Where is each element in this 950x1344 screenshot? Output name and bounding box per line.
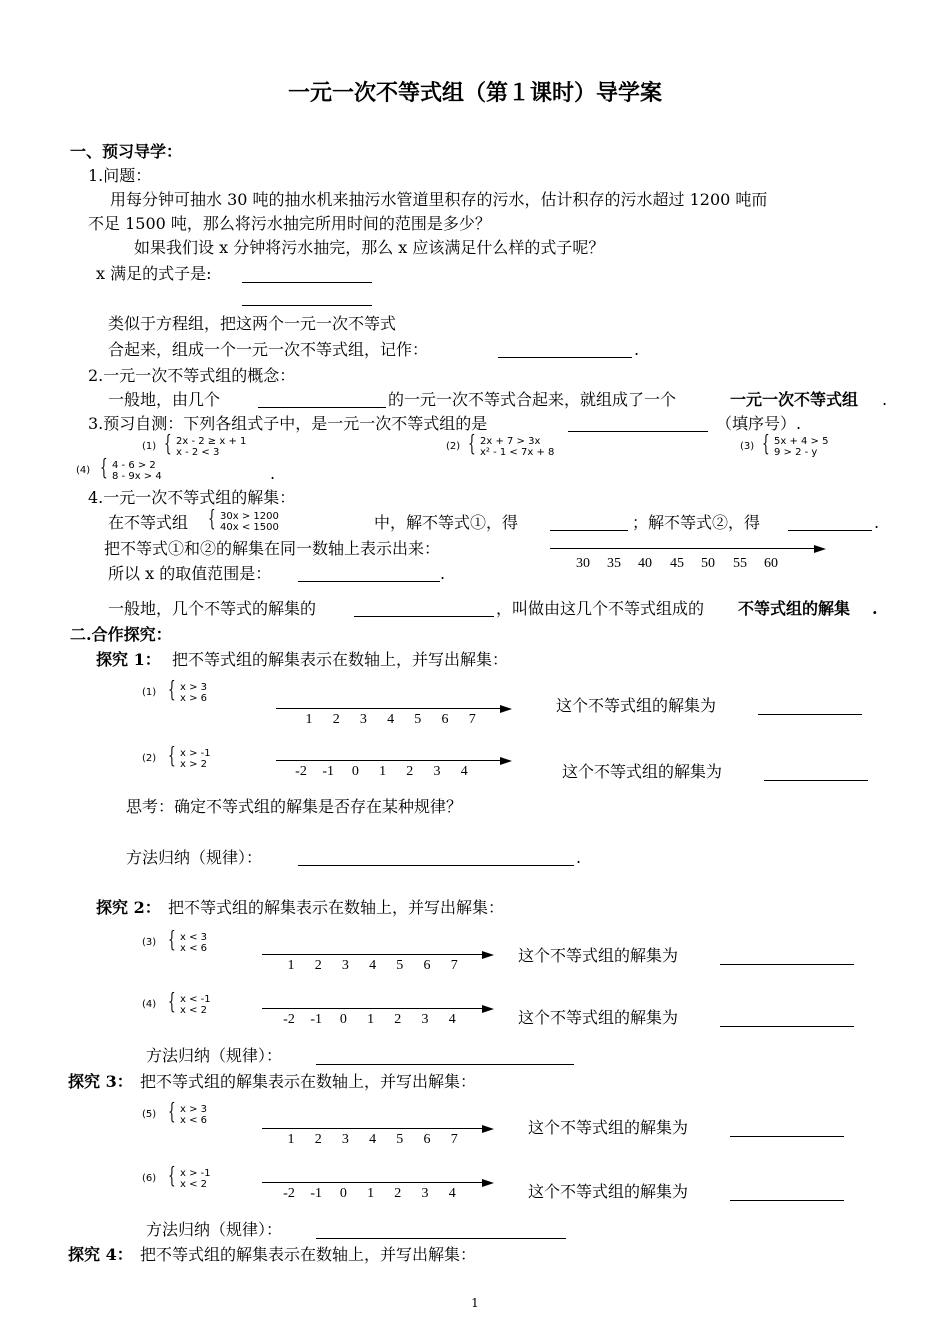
- q1-line-2: 不足 1500 吨，那么将污水抽完所用时间的范围是多少？: [88, 214, 491, 233]
- axis-tick-label: 60: [764, 556, 778, 571]
- explore-3-label: 探究 3：: [68, 1072, 133, 1091]
- period: .: [576, 848, 582, 867]
- q2-text-a: 一般地，由几个: [108, 390, 221, 409]
- axis-tick-label: 1: [379, 764, 387, 779]
- q4-text-b: 中，解不等式①，得: [374, 513, 519, 532]
- axis-tick-label: 1: [367, 1186, 375, 1201]
- axis-tick-label: 7: [450, 958, 458, 973]
- q4-text-c: ；解不等式②，得: [632, 513, 761, 532]
- page-number: 1: [471, 1296, 479, 1310]
- answer-blank[interactable]: [316, 1064, 574, 1065]
- axis-tick-label: 1: [305, 712, 313, 727]
- q4-label: 4.一元一次不等式组的解集：: [88, 488, 296, 507]
- axis-tick-label: -1: [310, 1186, 323, 1201]
- axis-tick-label: 2: [394, 1186, 402, 1201]
- period: .: [882, 390, 888, 409]
- q4-text-a: 在不等式组: [108, 513, 189, 532]
- axis-tick-label: 6: [441, 712, 449, 727]
- axis-tick-label: 45: [670, 556, 684, 571]
- answer-blank[interactable]: [758, 714, 862, 715]
- q4-line-3: 所以 x 的取值范围是：: [108, 564, 272, 583]
- answer-blank[interactable]: [550, 530, 628, 531]
- axis-tick-label: 55: [733, 556, 747, 571]
- axis-tick-label: 30: [576, 556, 590, 571]
- q4-line-4-a: 一般地，几个不等式的解集的: [108, 599, 317, 618]
- method-label-1: 方法归纳（规律）：: [126, 848, 263, 867]
- q4-line-2: 把不等式①和②的解集在同一数轴上表示出来：: [104, 539, 441, 558]
- axis-tick-label: 6: [423, 958, 431, 973]
- answer-blank[interactable]: [788, 530, 872, 531]
- think-text: 思考：确定不等式组的解集是否存在某种规律？: [126, 797, 463, 816]
- answer-blank[interactable]: [242, 305, 372, 306]
- q1-line-4: x 满足的式子是:: [96, 264, 212, 283]
- q2-text-b: 的一元一次不等式合起来，就组成了一个: [388, 390, 677, 409]
- period: .: [634, 340, 640, 359]
- axis-tick-label: 3: [433, 764, 441, 779]
- q4-line-4-b: ，叫做由这几个不等式组成的: [496, 599, 705, 618]
- answer-prompt: 这个不等式组的解集为: [556, 696, 717, 715]
- axis-tick-label: 7: [450, 1132, 458, 1147]
- axis-tick-label: 4: [387, 712, 395, 727]
- axis-tick-label: 4: [460, 764, 468, 779]
- axis-tick-label: 0: [351, 764, 359, 779]
- answer-blank[interactable]: [720, 1026, 854, 1027]
- explore-1-text: 把不等式组的解集表示在数轴上，并写出解集：: [172, 650, 509, 669]
- axis-tick-label: 0: [339, 1012, 347, 1027]
- answer-prompt: 这个不等式组的解集为: [528, 1118, 689, 1137]
- axis-tick-label: 3: [421, 1186, 429, 1201]
- explore-2-label: 探究 2：: [96, 898, 161, 917]
- q3-text-b: （填序号）.: [716, 414, 802, 433]
- axis-tick-label: 3: [421, 1012, 429, 1027]
- axis-tick-label: -2: [283, 1012, 295, 1027]
- explore-1-label: 探究 1：: [96, 650, 161, 669]
- axis-tick-label: 4: [369, 1132, 377, 1147]
- explore-3-text: 把不等式组的解集表示在数轴上，并写出解集：: [140, 1072, 477, 1091]
- axis-tick-label: 1: [287, 1132, 295, 1147]
- answer-blank[interactable]: [298, 865, 574, 866]
- page-title: 一元一次不等式组（第１课时）导学案: [287, 81, 662, 106]
- axis-tick-label: 5: [396, 1132, 404, 1147]
- axis-tick-label: 3: [359, 712, 367, 727]
- axis-tick-label: 2: [406, 764, 414, 779]
- explore-2-text: 把不等式组的解集表示在数轴上，并写出解集：: [168, 898, 505, 917]
- axis-tick-label: 4: [448, 1012, 456, 1027]
- q1-line-1: 用每分钟可抽水 30 吨的抽水机来抽污水管道里积存的污水，估计积存的污水超过 1200 吨而: [110, 190, 768, 209]
- axis-tick-label: -1: [322, 764, 335, 779]
- axis-tick-label: 2: [314, 958, 322, 973]
- answer-prompt: 这个不等式组的解集为: [528, 1182, 689, 1201]
- section-heading-explore: 二.合作探究：: [70, 625, 172, 644]
- answer-blank[interactable]: [298, 581, 440, 582]
- axis-tick-label: 35: [607, 556, 621, 571]
- explore-4-label: 探究 4：: [68, 1245, 133, 1264]
- answer-prompt: 这个不等式组的解集为: [518, 1008, 679, 1027]
- answer-blank[interactable]: [730, 1200, 844, 1201]
- section-heading-preview: 一、预习导学：: [70, 142, 183, 161]
- q1-label: 1.问题：: [88, 166, 152, 185]
- answer-blank[interactable]: [316, 1238, 566, 1239]
- explore-4-text: 把不等式组的解集表示在数轴上，并写出解集：: [140, 1245, 477, 1264]
- axis-tick-label: 1: [367, 1012, 375, 1027]
- axis-tick-label: 6: [423, 1132, 431, 1147]
- period: .: [872, 599, 878, 618]
- axis-tick-label: 50: [701, 556, 715, 571]
- axis-tick-label: 4: [448, 1186, 456, 1201]
- axis-tick-label: 5: [414, 712, 422, 727]
- q2-label: 2.一元一次不等式组的概念：: [88, 366, 296, 385]
- period: .: [440, 564, 446, 583]
- answer-prompt: 这个不等式组的解集为: [518, 946, 679, 965]
- answer-blank[interactable]: [730, 1136, 844, 1137]
- answer-blank[interactable]: [258, 407, 386, 408]
- answer-blank[interactable]: [354, 616, 494, 617]
- answer-prompt: 这个不等式组的解集为: [562, 762, 723, 781]
- axis-tick-label: -2: [295, 764, 307, 779]
- method-label-2: 方法归纳（规律）：: [146, 1046, 283, 1065]
- answer-blank[interactable]: [764, 780, 868, 781]
- axis-tick-label: 40: [638, 556, 652, 571]
- axis-tick-label: 2: [332, 712, 340, 727]
- answer-blank[interactable]: [498, 357, 632, 358]
- axis-tick-label: -1: [310, 1012, 323, 1027]
- axis-tick-label: 5: [396, 958, 404, 973]
- axis-tick-label: 1: [287, 958, 295, 973]
- axis-tick-label: -2: [283, 1186, 295, 1201]
- q2-bold-term: 一元一次不等式组: [730, 390, 859, 409]
- q1-line-3: 如果我们设 x 分钟将污水抽完，那么 x 应该满足什么样的式子呢？: [134, 238, 605, 257]
- q3-text-a: 3.预习自测：下列各组式子中，是一元一次不等式组的是: [88, 414, 488, 433]
- q1-line-5: 类似于方程组，把这两个一元一次不等式: [108, 314, 397, 333]
- answer-blank[interactable]: [568, 431, 708, 432]
- q4-bold-term: 不等式组的解集: [738, 599, 851, 618]
- axis-tick-label: 2: [314, 1132, 322, 1147]
- axis-tick-label: 3: [341, 1132, 349, 1147]
- axis-tick-label: 4: [369, 958, 377, 973]
- axis-tick-label: 0: [339, 1186, 347, 1201]
- answer-blank[interactable]: [720, 964, 854, 965]
- answer-blank[interactable]: [242, 282, 372, 283]
- axis-tick-label: 7: [468, 712, 476, 727]
- axis-tick-label: 3: [341, 958, 349, 973]
- method-label-3: 方法归纳（规律）：: [146, 1220, 283, 1239]
- q1-line-6: 合起来，组成一个一元一次不等式组，记作：: [108, 340, 429, 359]
- period: .: [874, 513, 880, 532]
- axis-tick-label: 2: [394, 1012, 402, 1027]
